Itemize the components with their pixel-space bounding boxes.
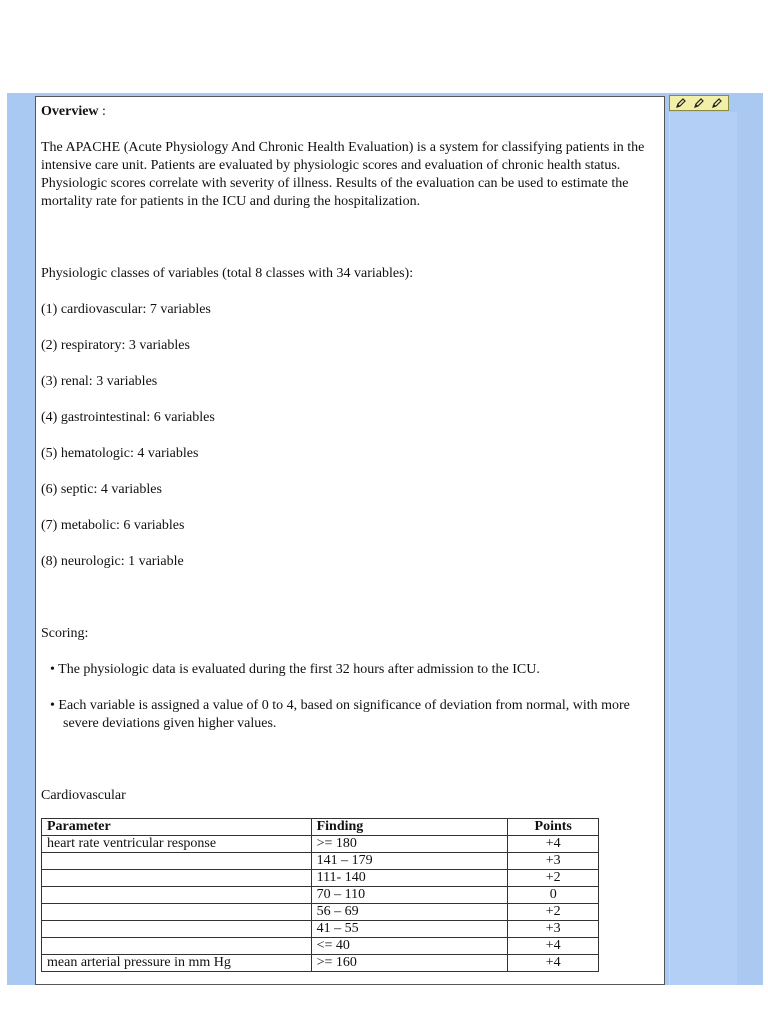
table-cell: >= 180 xyxy=(311,836,508,853)
table-row xyxy=(42,921,599,938)
table-row xyxy=(42,904,599,921)
class-item: (2) respiratory: 3 variables xyxy=(41,338,190,353)
table-cell: 41 – 55 xyxy=(311,921,508,938)
table-row xyxy=(42,853,599,870)
intro-paragraph: The APACHE (Acute Physiology And Chronic Health Evaluation) is a system for classifying patients in the intensive care unit. Patients are evaluated by physiologic scores and evaluation of chronic health status. Physiologic scores correlate with severity of illness. Results of the evaluation can be used to estimate the mortality rate for patients in the ICU and during the hospitalization. xyxy=(41,140,645,209)
scoring-bullet: • The physiologic data is evaluated during the first 32 hours after admission to the ICU. xyxy=(50,662,540,677)
pencil-icon[interactable] xyxy=(674,97,688,109)
pencil-icon[interactable] xyxy=(692,97,706,109)
section-heading: Cardiovascular xyxy=(41,788,126,803)
edit-toolbar xyxy=(669,95,729,111)
table-cell: +2 xyxy=(508,904,599,921)
table-cell: >= 160 xyxy=(311,955,508,972)
class-item: (3) renal: 3 variables xyxy=(41,374,158,389)
table-row xyxy=(42,870,599,887)
table-cell: heart rate ventricular response xyxy=(42,836,312,853)
table-cell xyxy=(42,904,312,921)
table-cell: +4 xyxy=(508,836,599,853)
class-item: (8) neurologic: 1 variable xyxy=(41,554,184,569)
overview-section xyxy=(41,103,659,805)
document-content xyxy=(35,96,665,985)
table-cell: 56 – 69 xyxy=(311,904,508,921)
table-cell: +3 xyxy=(508,921,599,938)
scoring-bullet: • Each variable is assigned a value of 0 to 4, based on significance of deviation from normal, with more severe deviations given higher values. xyxy=(50,698,630,731)
table-row xyxy=(42,887,599,904)
class-item: (4) gastrointestinal: 6 variables xyxy=(41,410,215,425)
table-cell: +4 xyxy=(508,938,599,955)
right-side-panel xyxy=(669,112,737,985)
scoring-heading: Scoring: xyxy=(41,626,89,641)
column-header: Finding xyxy=(311,819,508,836)
class-item: (1) cardiovascular: 7 variables xyxy=(41,302,211,317)
table-cell xyxy=(42,938,312,955)
table-cell: 0 xyxy=(508,887,599,904)
table-cell: +2 xyxy=(508,870,599,887)
column-header: Parameter xyxy=(42,819,312,836)
table-row xyxy=(42,836,599,853)
table-cell: 141 – 179 xyxy=(311,853,508,870)
table-cell: 111- 140 xyxy=(311,870,508,887)
table-cell xyxy=(42,853,312,870)
class-item: (7) metabolic: 6 variables xyxy=(41,518,185,533)
classes-heading: Physiologic classes of variables (total 8 classes with 34 variables): xyxy=(41,266,414,281)
cardiovascular-table xyxy=(41,818,599,972)
class-item: (5) hematologic: 4 variables xyxy=(41,446,199,461)
pencil-icon[interactable] xyxy=(710,97,724,109)
table-cell: 70 – 110 xyxy=(311,887,508,904)
overview-title: Overview : xyxy=(41,104,106,119)
column-header: Points xyxy=(508,819,599,836)
table-cell xyxy=(42,921,312,938)
table-row xyxy=(42,938,599,955)
table-cell xyxy=(42,870,312,887)
class-item: (6) septic: 4 variables xyxy=(41,482,162,497)
table-cell: mean arterial pressure in mm Hg xyxy=(42,955,312,972)
table-header-row xyxy=(42,819,599,836)
table-cell: +4 xyxy=(508,955,599,972)
table-cell: <= 40 xyxy=(311,938,508,955)
table-row xyxy=(42,955,599,972)
table-cell: +3 xyxy=(508,853,599,870)
table-cell xyxy=(42,887,312,904)
